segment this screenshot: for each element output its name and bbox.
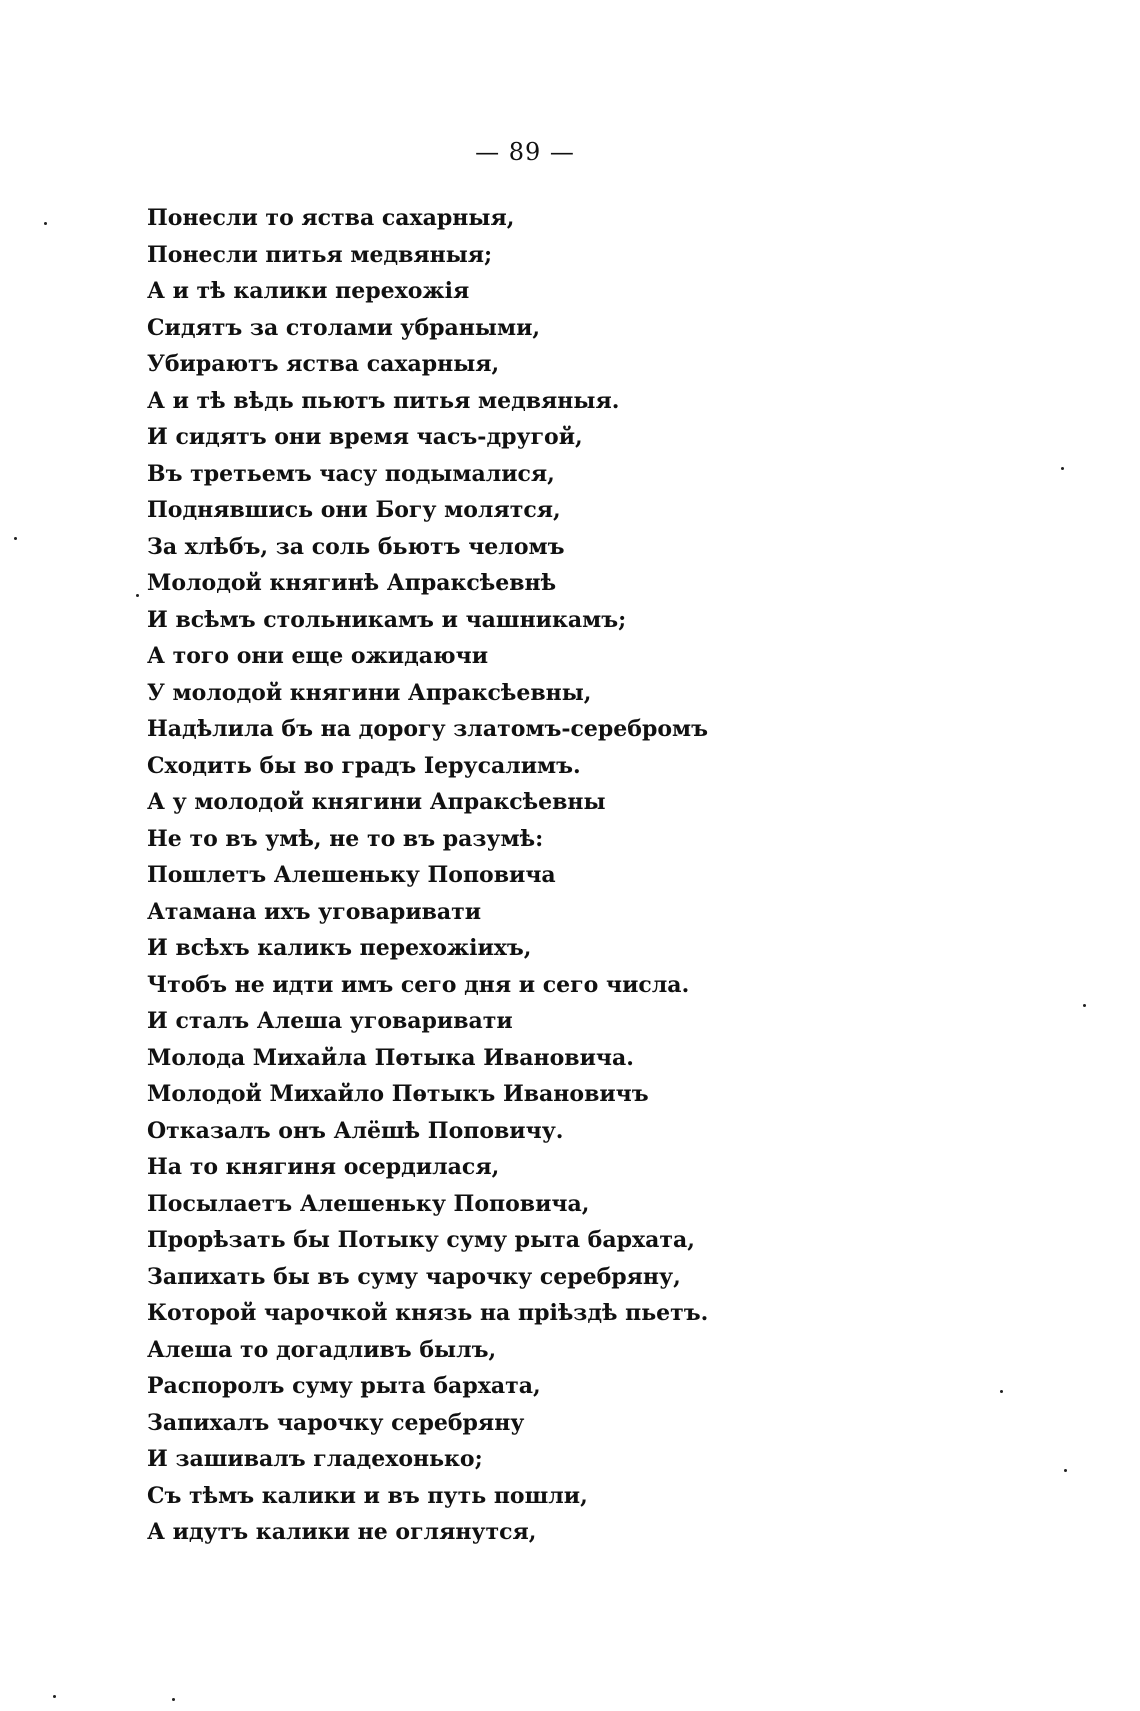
poem-line: Сидятъ за столами убраными, bbox=[147, 314, 541, 341]
poem-line: А того они еще ожидаючи bbox=[147, 643, 489, 669]
poem-line: Надѣлила бъ на дорогу златомъ-серебромъ bbox=[147, 716, 708, 742]
poem-line: Которой чарочкой князь на пріѣздѣ пьетъ. bbox=[147, 1300, 709, 1326]
poem-line: Понесли питья медвяныя; bbox=[147, 241, 493, 268]
poem-line: За хлѣбъ, за соль бьютъ челомъ bbox=[147, 533, 565, 560]
poem-line: Распоролъ суму рыта бархата, bbox=[147, 1373, 541, 1399]
scan-speck bbox=[1083, 1004, 1086, 1007]
scan-speck bbox=[1064, 1469, 1067, 1472]
scan-speck bbox=[1000, 1390, 1003, 1393]
scan-speck bbox=[53, 1695, 56, 1698]
poem-line: А и тѣ калики перехожія bbox=[147, 278, 470, 304]
poem-line: И зашивалъ гладехонько; bbox=[147, 1446, 483, 1472]
poem-line: Съ тѣмъ калики и въ путь пошли, bbox=[147, 1482, 588, 1509]
poem-line: На то княгиня осердилася, bbox=[147, 1154, 500, 1180]
scan-speck bbox=[1061, 467, 1064, 470]
poem-line: И сталъ Алеша уговаривати bbox=[147, 1008, 513, 1034]
poem-line: Прорѣзать бы Потыку суму рыта бархата, bbox=[147, 1227, 695, 1253]
scan-speck bbox=[14, 537, 17, 540]
poem-line: Атамана ихъ уговаривати bbox=[147, 898, 482, 925]
poem-line: А идутъ калики не оглянутся, bbox=[147, 1519, 537, 1545]
poem-line: Сходить бы во градъ Іерусалимъ. bbox=[147, 752, 581, 779]
scan-speck bbox=[172, 1698, 175, 1701]
poem-line: Посылаетъ Алешеньку Поповича, bbox=[147, 1190, 590, 1217]
scan-speck bbox=[44, 222, 47, 225]
poem-line: И всѣхъ каликъ перехожіихъ, bbox=[147, 935, 532, 961]
poem-text bbox=[147, 200, 708, 1551]
poem-line: Молодой княгинѣ Апраксѣевнѣ bbox=[147, 570, 557, 596]
scan-speck bbox=[136, 594, 139, 597]
poem-line: Понесли то яства сахарныя, bbox=[147, 205, 515, 231]
poem-line: Молодой Михайло Пѳтыкъ Ивановичъ bbox=[147, 1081, 649, 1107]
poem-line: Поднявшись они Богу молятся, bbox=[147, 497, 561, 523]
poem-line: А у молодой княгини Апраксѣевны bbox=[147, 789, 606, 815]
poem-line: Алеша то догадливъ былъ, bbox=[147, 1336, 497, 1363]
poem-line: Убираютъ яства сахарныя, bbox=[147, 351, 500, 377]
poem-line: Въ третьемъ часу подымалися, bbox=[147, 460, 555, 487]
poem-line: У молодой княгини Апраксѣевны, bbox=[147, 679, 592, 706]
page-number: — 89 — bbox=[475, 138, 575, 166]
poem-line: И всѣмъ стольникамъ и чашникамъ; bbox=[147, 606, 627, 633]
poem-line: Чтобъ не идти имъ сего дня и сего числа. bbox=[147, 971, 690, 998]
poem-line: Запихать бы въ суму чарочку серебряну, bbox=[147, 1263, 681, 1290]
poem-line: Не то въ умѣ, не то въ разумѣ: bbox=[147, 825, 544, 852]
poem-line: Отказалъ онъ Алёшѣ Поповичу. bbox=[147, 1117, 564, 1144]
poem-line: Молода Михайла Пѳтыка Ивановича. bbox=[147, 1044, 634, 1071]
poem-line: И сидятъ они время часъ-другой, bbox=[147, 424, 583, 450]
poem-line: Пошлетъ Алешеньку Поповича bbox=[147, 862, 556, 888]
poem-line: А и тѣ вѣдь пьютъ питья медвяныя. bbox=[147, 387, 620, 414]
poem-line: Запихалъ чарочку серебряну bbox=[147, 1409, 525, 1436]
